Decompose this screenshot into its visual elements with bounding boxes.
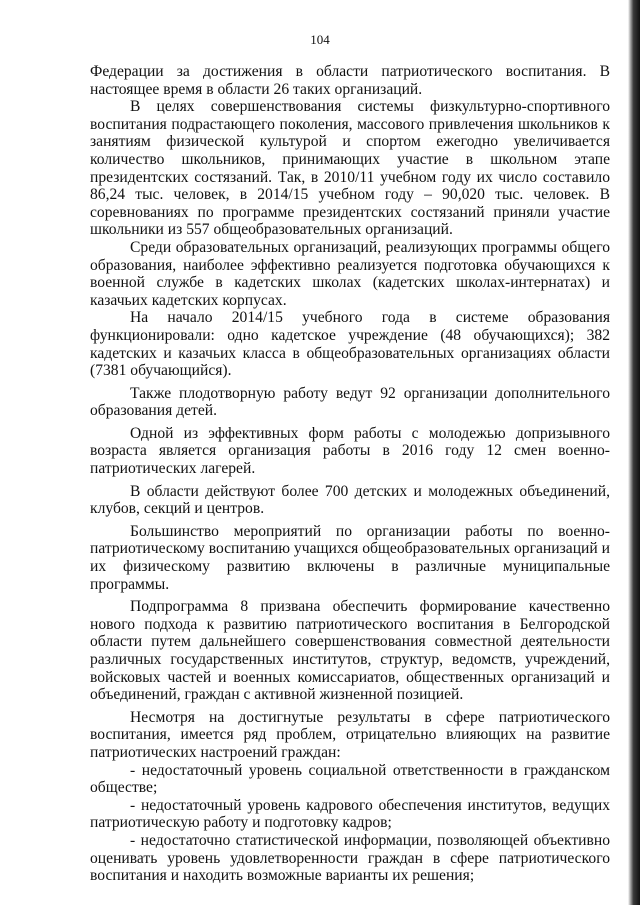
paragraph: В области действуют более 700 детских и молодежных объединений, клубов, секций и центров. xyxy=(90,482,610,518)
list-item: - недостаточный уровень социальной ответственности в гражданском обществе; xyxy=(90,761,610,797)
list-item: - недостаточно статистической информации, позволяющей объективно оценивать уровень удовлетворенности граждан в сфере патриотического воспитания и находить возможные варианты их решения; xyxy=(90,831,610,885)
paragraph: В целях совершенствования системы физкультурно-спортивного воспитания подрастающего поколения, массового привлечения школьников к занятиям физической культурой и спортом ежегодно увеличивается количество школьников, принимающих участие в школьном этапе президентских состязаний. Так, в 2010/11 учебном году их число составило 86,24 тыс. человек, в 2014/15 учебном году – 90,020 тыс. человек. В соревнованиях по программе президентских состязаний приняли участие школьники из 557 общеобразовательных организаций. xyxy=(90,98,610,239)
paragraph: Большинство мероприятий по организации работы по военно-патриотическому воспитанию учащихся общеобразовательных организаций и их физическому развитию включены в различные муниципальные программы. xyxy=(90,522,610,593)
paragraph: Среди образовательных организаций, реализующих программы общего образования, наиболее эффективно реализуется подготовка обучающихся к военной службе в кадетских школах (кадетских школах-интернатах) и казачьих кадетских корпусах. xyxy=(90,238,610,309)
paragraph: Несмотря на достигнутые результаты в сфере патриотического воспитания, имеется ряд проблем, отрицательно влияющих на развитие патриотических настроений граждан: xyxy=(90,708,610,761)
paragraph: На начало 2014/15 учебного года в системе образования функционировали: одно кадетское учреждение (48 обучающихся); 382 кадетских и казачьих класса в общеобразовательных организациях области (7381 обучающийся). xyxy=(90,309,610,380)
list-item: - недостаточный уровень кадрового обеспечения институтов, ведущих патриотическую работу и подготовку кадров; xyxy=(90,796,610,832)
paragraph: Одной из эффективных форм работы с молодежью допризывного возраста является организация работы в 2016 году 12 смен военно-патриотических лагерей. xyxy=(90,424,610,478)
document-body xyxy=(90,63,610,885)
paragraph: Федерации за достижения в области патриотического воспитания. В настоящее время в области 26 таких организаций. xyxy=(90,63,610,98)
page-number: 104 xyxy=(310,32,330,47)
scan-edge-shadow xyxy=(628,0,640,905)
paragraph: Также плодотворную работу ведут 92 организации дополнительного образования детей. xyxy=(90,384,610,420)
paragraph: Подпрограмма 8 призвана обеспечить формирование качественно нового подхода к развитию патриотического воспитания в Белгородской области путем дальнейшего совершенствования совместной деятельности различных государственных институтов, структур, ведомств, учреждений, войсковых частей и военных комиссариатов, общественных организаций и объединений, граждан с активной жизненной позицией. xyxy=(90,598,610,704)
